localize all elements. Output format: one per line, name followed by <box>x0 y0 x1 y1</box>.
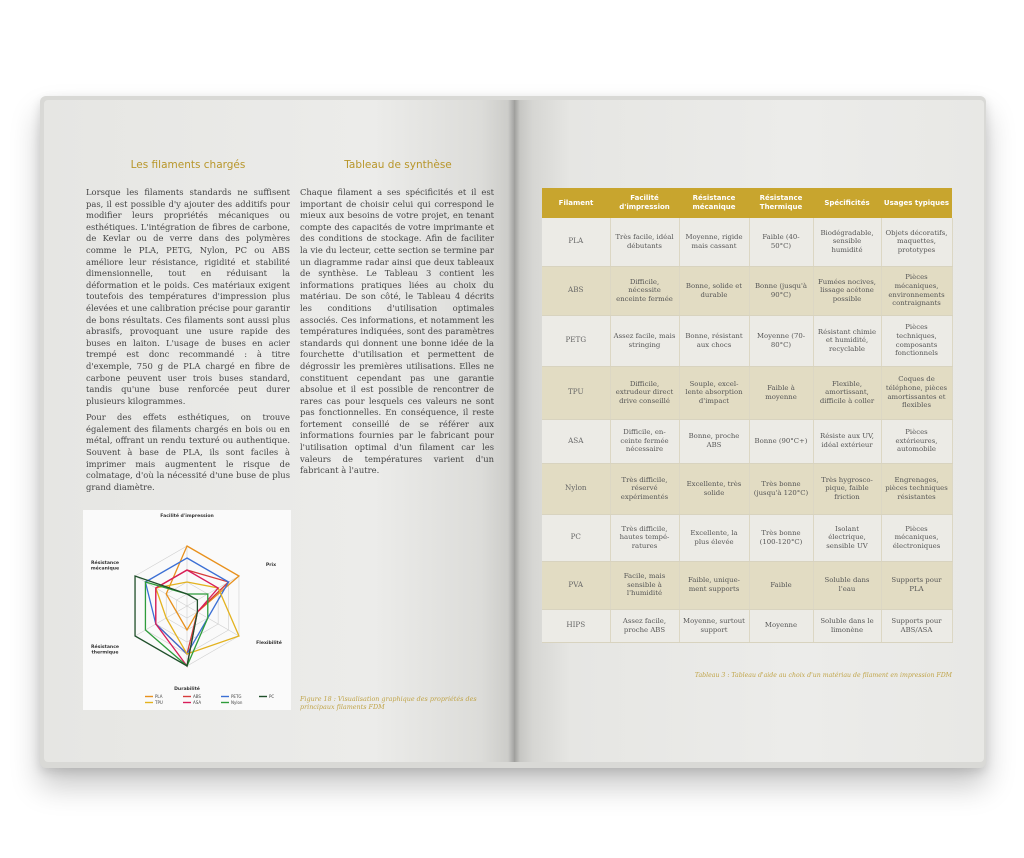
table-row <box>542 463 952 514</box>
paragraph: Lorsque les filaments standards ne suffisent pas, il est possible d'y ajouter des additifs pour modifier leurs propriétés mécaniques ou esthétiques. L'intégration de fibres de carbone, de Kevlar ou de verre dans des polymères comme le PLA, PETG, Nylon, PC ou ABS améliore leur résistance, rigidité et stabilité dimensionnelle, tout en réduisant la déformation et le poids. Ces matériaux exigent toutefois des températures d'impression plus élevées et une calibration précise pour garantir de bons résultats. Ces filaments sont aussi plus abrasifs, provoquant une usure rapide des buses en laiton. L'usage de buses en acier trempé est donc recommandé : à titre d'exemple, 750 g de PLA chargé en fibre de carbone peuvent user trois buses standard, tandis qu'une buse renforcée peut durer plusieurs kilogrammes. <box>86 187 290 406</box>
table-cell: Résistant chimie et humidité, recyclable <box>813 315 881 366</box>
table-cell: Faible <box>749 561 813 609</box>
table-cell: Très hygrosco-pique, faible friction <box>813 463 881 514</box>
filament-name-cell: TPU <box>542 366 610 419</box>
table-cell: Faible à moyenne <box>749 366 813 419</box>
table-cell: Pièces extérieures, automobile <box>881 419 952 463</box>
table-cell: Coques de téléphone, pièces amortissantes et flexibles <box>881 366 952 419</box>
legend-label: TPU <box>155 700 163 705</box>
table-cell: Très bonne (100-120°C) <box>749 514 813 561</box>
column-header: Résistance Thermique <box>749 188 813 218</box>
legend-label: Nylon <box>231 700 243 705</box>
table-cell: Pièces techniques, composants fonctionnels <box>881 315 952 366</box>
filament-name-cell: PC <box>542 514 610 561</box>
axis-label: Facilité d'impression <box>160 514 214 519</box>
column-header: Spécificités <box>813 188 881 218</box>
table-cell: Très facile, idéal débutants <box>610 218 679 266</box>
table-row <box>542 561 952 609</box>
table-header-row <box>542 188 952 218</box>
table-cell: Faible, unique-ment supports <box>679 561 749 609</box>
filament-name-cell: Nylon <box>542 463 610 514</box>
table-cell: Biodégradable, sensible humidité <box>813 218 881 266</box>
table-cell: Assez facile, proche ABS <box>610 609 679 642</box>
axis-label: Flexibilité <box>256 641 282 646</box>
table-cell: Excellente, très solide <box>679 463 749 514</box>
filament-name-cell: ABS <box>542 266 610 315</box>
table-cell: Supports pour PLA <box>881 561 952 609</box>
table-row <box>542 266 952 315</box>
table-cell: Assez facile, mais stringing <box>610 315 679 366</box>
table-cell: Moyenne, rigide mais cassant <box>679 218 749 266</box>
axis-label: Durabilité <box>174 687 200 692</box>
filament-name-cell: PVA <box>542 561 610 609</box>
table-row <box>542 366 952 419</box>
table-cell: Pièces mécaniques, électroniques <box>881 514 952 561</box>
table-cell: Très difficile, réservé expérimentés <box>610 463 679 514</box>
column-1-text <box>86 187 290 498</box>
table-row <box>542 419 952 463</box>
table-cell: Bonne (90°C+) <box>749 419 813 463</box>
column-header: Résistance mécanique <box>679 188 749 218</box>
grid-spoke <box>187 576 239 606</box>
table-cell: Flexible, amortissant, difficile à coller <box>813 366 881 419</box>
table-cell: Facile, mais sensible à l'humidité <box>610 561 679 609</box>
table-cell: Très difficile, hautes tempé-ratures <box>610 514 679 561</box>
table-cell: Difficile, en-ceinte fermée nécessaire <box>610 419 679 463</box>
radar-chart-figure <box>83 510 291 710</box>
table-cell: Très bonne (jusqu'à 120°C) <box>749 463 813 514</box>
book-gutter <box>508 100 520 762</box>
heading-tableau-synthese: Tableau de synthèse <box>344 159 452 171</box>
table-row <box>542 218 952 266</box>
table-cell: Moyenne <box>749 609 813 642</box>
table-caption: Tableau 3 : Tableau d'aide au choix d'un matériau de filament en impression FDM <box>694 672 952 679</box>
table-cell: Bonne, solide et durable <box>679 266 749 315</box>
paragraph: Chaque filament a ses spécificités et il est important de choisir celui qui correspond le mieux aux besoins de votre projet, en tenant compte des capacités de votre imprimante et des conditions de stockage. Afin de faciliter la vie du lecteur, cette section se termine par un diagramme radar ainsi que deux tableaux de synthèse. Le Tableau 3 contient les informations pratiques liées au choix du matériau. De son côté, le Tableau 4 décrits les conditions d'utilisation optimales associés. Ces informations, et notamment les températures indiquées, sont des paramètres standards qui donnent une bonne idée de la fourchette d'utilisation et permettent de dégrossir les premières utilisations. Elles ne constituent cependant pas une garantie absolue et il est possible de rencontrer de rares cas pour lesquels ces valeurs ne sont pas fonctionnelles. En conséquence, il reste fortement conseillé de se référer aux informations fournies par le fabricant pour l'utilisation optimal d'un filament car les valeurs de températures varient d'un fabricant à l'autre. <box>300 187 494 476</box>
table-row <box>542 609 952 642</box>
axis-label: Résistance thermique <box>90 645 120 656</box>
paragraph: Pour des effets esthétiques, on trouve également des filaments chargés en bois ou en métal, offrant un rendu texturé ou authentique. Souvent à base de PLA, ils sont faciles à imprimer mais augmentent le risque de colmatage, d'où la nécessité d'une buse de plus grand diamètre. <box>86 412 290 492</box>
table-cell: Difficile, extrudeur direct drive conseillé <box>610 366 679 419</box>
table-body <box>542 218 952 642</box>
axis-label: Prix <box>265 563 277 568</box>
table-cell: Résiste aux UV, idéal extérieur <box>813 419 881 463</box>
table-row <box>542 315 952 366</box>
table-cell: Moyenne (70-80°C) <box>749 315 813 366</box>
figure-caption: Figure 18 : Visualisation graphique des propriétés des principaux filaments FDM <box>300 695 477 711</box>
table-cell: Soluble dans l'eau <box>813 561 881 609</box>
column-header: Filament <box>542 188 610 218</box>
table-cell: Soluble dans le limonène <box>813 609 881 642</box>
table-cell: Pièces mécaniques, environnements contraignants <box>881 266 952 315</box>
filament-name-cell: ASA <box>542 419 610 463</box>
filament-name-cell: PETG <box>542 315 610 366</box>
table-cell: Faible (40-50°C) <box>749 218 813 266</box>
table-cell: Bonne, proche ABS <box>679 419 749 463</box>
filament-name-cell: HIPS <box>542 609 610 642</box>
filament-name-cell: PLA <box>542 218 610 266</box>
column-header: Usages typiques <box>881 188 952 218</box>
table-cell: Difficile, nécessite enceinte fermée <box>610 266 679 315</box>
legend-label: ASA <box>193 700 202 705</box>
synthesis-table <box>542 188 953 643</box>
column-header: Facilité d'impression <box>610 188 679 218</box>
table-cell: Excellente, la plus élevée <box>679 514 749 561</box>
legend-label: PLA <box>155 694 163 699</box>
table-row <box>542 514 952 561</box>
table-cell: Engrenages, pièces techniques résistantes <box>881 463 952 514</box>
table-cell: Moyenne, surtout support <box>679 609 749 642</box>
axis-label: Résistance mécanique <box>90 561 120 572</box>
table-cell: Isolant électrique, sensible UV <box>813 514 881 561</box>
legend-label: ABS <box>193 694 201 699</box>
heading-filaments-charges: Les filaments chargés <box>130 159 246 171</box>
radar-chart <box>83 510 291 710</box>
table-cell: Supports pour ABS/ASA <box>881 609 952 642</box>
table-cell: Souple, excel-lente absorption d'impact <box>679 366 749 419</box>
table-cell: Bonne, résistant aux chocs <box>679 315 749 366</box>
legend-label: PC <box>269 694 275 699</box>
column-2-text <box>300 187 494 482</box>
table-cell: Bonne (jusqu'à 90°C) <box>749 266 813 315</box>
table-cell: Fumées nocives, lissage acétone possible <box>813 266 881 315</box>
table-cell: Objets décoratifs, maquettes, prototypes <box>881 218 952 266</box>
legend-label: PETG <box>231 694 242 699</box>
